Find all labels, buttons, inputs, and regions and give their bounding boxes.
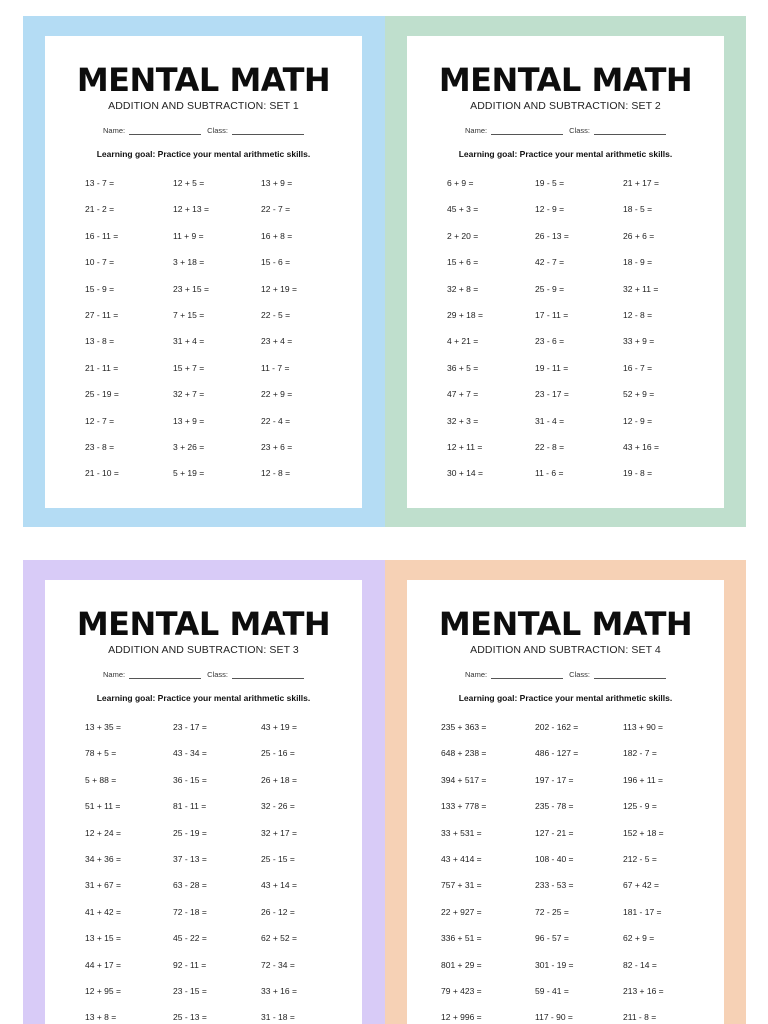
class-field[interactable] [594, 670, 666, 679]
math-problem: 22 - 5 = [261, 310, 291, 320]
math-problem: 15 + 6 = [447, 257, 479, 268]
math-problem: 108 - 40 = [535, 854, 574, 864]
math-problem: 18 - 5 = [623, 204, 653, 215]
math-problem: 15 + 7 = [173, 362, 205, 373]
math-problem: 23 - 17 = [535, 389, 569, 400]
math-problem: 235 + 363 = [441, 722, 487, 732]
math-problem: 233 - 53 = [535, 880, 574, 891]
math-problem: 23 + 15 = [173, 283, 209, 294]
class-label: Class: [207, 126, 229, 135]
math-problem: 23 - 6 = [535, 336, 565, 347]
math-problem: 10 - 7 = [85, 257, 115, 268]
worksheet-title: MENTAL MATH [438, 605, 693, 643]
math-problem: 11 - 7 = [261, 362, 290, 373]
math-problem: 45 + 3 = [447, 204, 479, 215]
math-problem: 32 + 17 = [261, 827, 297, 838]
math-problem: 12 - 9 = [535, 204, 565, 215]
math-problem: 25 - 9 = [535, 283, 565, 294]
math-problem: 26 + 6 = [623, 230, 655, 241]
math-problem: 23 + 6 = [261, 442, 293, 452]
math-problem: 26 + 18 = [261, 774, 297, 785]
math-problem: 197 - 17 = [535, 774, 574, 785]
math-problem: 25 - 16 = [261, 748, 295, 759]
math-problem: 127 - 21 = [535, 827, 574, 838]
math-problem: 37 - 13 = [173, 854, 207, 864]
worksheet-subtitle: ADDITION AND SUBTRACTION: SET 4 [470, 644, 661, 656]
math-problem: 31 + 4 = [173, 336, 205, 347]
math-problem: 22 - 4 = [261, 415, 291, 426]
math-problem: 32 - 26 = [261, 801, 295, 812]
math-problem: 7 + 15 = [173, 310, 205, 320]
math-problem: 12 - 9 = [623, 415, 653, 426]
math-problem: 51 + 11 = [85, 801, 121, 812]
math-problem: 152 + 18 = [623, 827, 664, 838]
math-problem: 29 + 18 = [447, 310, 483, 320]
name-field[interactable] [129, 126, 201, 135]
name-label: Name: [102, 126, 126, 135]
math-problem: 22 + 927 = [441, 906, 482, 917]
math-problem: 2 + 20 = [447, 230, 479, 241]
math-problem: 23 - 17 = [173, 722, 207, 732]
class-field[interactable] [594, 126, 666, 135]
set1-worksheet [45, 36, 362, 508]
math-problem: 133 + 778 = [441, 801, 487, 812]
set2-worksheet [407, 36, 724, 508]
math-problem: 67 + 42 = [623, 880, 659, 891]
worksheet-subtitle: ADDITION AND SUBTRACTION: SET 3 [108, 644, 299, 656]
worksheet-subtitle: ADDITION AND SUBTRACTION: SET 1 [108, 100, 299, 112]
math-problem: 801 + 29 = [441, 959, 482, 970]
set4-worksheet [407, 580, 724, 1024]
name-class-row [407, 670, 724, 679]
math-problem: 113 + 90 = [623, 722, 664, 732]
class-field[interactable] [232, 126, 304, 135]
math-problem: 25 - 13 = [173, 1012, 207, 1023]
math-problem: 23 - 8 = [85, 442, 115, 452]
math-problem: 12 - 8 = [261, 468, 291, 479]
math-problem: 25 - 19 = [85, 389, 119, 400]
math-problem: 13 + 9 = [261, 178, 293, 188]
math-problem: 16 - 7 = [623, 362, 653, 373]
math-problem: 211 - 8 = [623, 1012, 657, 1023]
math-problem: 18 - 9 = [623, 257, 653, 268]
math-problem: 6 + 9 = [447, 178, 474, 188]
math-problem: 16 + 8 = [261, 230, 293, 241]
math-problem: 19 - 8 = [623, 468, 653, 479]
math-problem: 5 + 88 = [85, 774, 117, 785]
math-problem: 19 - 11 = [535, 362, 569, 373]
math-problem: 12 + 996 = [441, 1012, 482, 1023]
math-problem: 12 + 5 = [173, 178, 205, 188]
math-problem: 92 - 11 = [173, 959, 207, 970]
class-label: Class: [569, 670, 591, 679]
math-problem: 19 - 5 = [535, 178, 565, 188]
math-problem: 41 + 42 = [85, 906, 121, 917]
math-problem: 11 + 9 = [173, 230, 204, 241]
math-problem: 125 - 9 = [623, 801, 657, 812]
math-problem: 63 - 28 = [173, 880, 207, 891]
math-problem: 301 - 19 = [535, 959, 574, 970]
math-problem: 486 - 127 = [535, 748, 579, 759]
math-problem: 32 + 7 = [173, 389, 205, 400]
math-problem: 31 - 18 = [261, 1012, 295, 1023]
math-problem: 36 - 15 = [173, 774, 207, 785]
math-problem: 202 - 162 = [535, 722, 579, 732]
math-problem: 82 - 14 = [623, 959, 657, 970]
name-field[interactable] [129, 670, 201, 679]
math-problem: 13 + 35 = [85, 722, 121, 732]
name-class-row [407, 126, 724, 135]
math-problem: 4 + 21 = [447, 336, 479, 347]
math-problem: 43 + 414 = [441, 854, 482, 864]
math-problem: 12 + 24 = [85, 827, 121, 838]
math-problem: 43 + 14 = [261, 880, 297, 891]
learning-goal: Learning goal: Practice your mental arithmetic skills. [458, 693, 673, 703]
worksheet-title: MENTAL MATH [76, 61, 331, 99]
math-problem: 72 - 18 = [173, 906, 207, 917]
math-problem: 13 + 9 = [173, 415, 205, 426]
math-problem: 33 + 16 = [261, 986, 297, 996]
math-problem: 62 + 9 = [623, 933, 655, 944]
math-problem: 23 - 15 = [173, 986, 207, 996]
name-label: Name: [464, 126, 488, 135]
math-problem: 21 + 17 = [623, 178, 659, 188]
math-problem: 26 - 13 = [535, 230, 569, 241]
name-label: Name: [102, 670, 126, 679]
math-problem: 394 + 517 = [441, 774, 487, 785]
math-problem: 12 - 7 = [85, 415, 115, 426]
name-class-row [45, 126, 362, 135]
name-field[interactable] [491, 670, 563, 679]
learning-goal: Learning goal: Practice your mental arithmetic skills. [96, 693, 311, 703]
math-problem: 96 - 57 = [535, 933, 569, 944]
math-problem: 22 + 9 = [261, 389, 293, 400]
math-problem: 52 + 9 = [623, 389, 655, 400]
math-problem: 196 + 11 = [623, 774, 664, 785]
learning-goal: Learning goal: Practice your mental arithmetic skills. [96, 149, 311, 159]
worksheet-title: MENTAL MATH [438, 61, 693, 99]
math-problem: 17 - 11 = [535, 310, 569, 320]
math-problem: 25 - 19 = [173, 827, 207, 838]
math-problem: 62 + 52 = [261, 933, 297, 944]
math-problem: 13 + 15 = [85, 933, 121, 944]
math-problem: 3 + 18 = [173, 257, 205, 268]
math-problem: 33 + 531 = [441, 827, 482, 838]
math-problem: 15 - 9 = [85, 283, 115, 294]
math-problem: 213 + 16 = [623, 986, 664, 996]
math-problem: 43 + 19 = [261, 722, 297, 732]
math-problem: 21 - 10 = [85, 468, 119, 479]
math-problem: 21 - 2 = [85, 204, 115, 215]
math-problem: 212 - 5 = [623, 854, 657, 864]
math-problem: 23 + 4 = [261, 336, 293, 347]
learning-goal: Learning goal: Practice your mental arithmetic skills. [458, 149, 673, 159]
math-problem: 13 - 7 = [85, 178, 115, 188]
math-problem: 11 - 6 = [535, 468, 564, 479]
math-problem: 32 + 8 = [447, 283, 479, 294]
math-problem: 44 + 17 = [85, 959, 121, 970]
math-problem: 30 + 14 = [447, 468, 483, 479]
math-problem: 117 - 90 = [535, 1012, 573, 1023]
math-problem: 12 + 95 = [85, 986, 121, 996]
math-problem: 81 - 11 = [173, 801, 207, 812]
class-label: Class: [569, 126, 591, 135]
math-problem: 181 - 17 = [623, 906, 662, 917]
set4-panel [385, 560, 746, 1024]
math-problem: 15 - 6 = [261, 257, 291, 268]
class-label: Class: [207, 670, 229, 679]
math-problem: 235 - 78 = [535, 801, 574, 812]
math-problem: 12 + 19 = [261, 283, 297, 294]
math-problem: 42 - 7 = [535, 257, 565, 268]
math-problem: 12 - 8 = [623, 310, 653, 320]
set2-panel [385, 16, 746, 527]
math-problem: 34 + 36 = [85, 854, 121, 864]
math-problem: 336 + 51 = [441, 933, 482, 944]
math-problem: 47 + 7 = [447, 389, 479, 400]
name-label: Name: [464, 670, 488, 679]
math-problem: 27 - 11 = [85, 310, 119, 320]
math-problem: 31 + 67 = [85, 880, 121, 891]
math-problem: 22 - 8 = [535, 442, 565, 452]
name-field[interactable] [491, 126, 563, 135]
math-problem: 36 + 5 = [447, 362, 479, 373]
math-problem: 13 + 8 = [85, 1012, 117, 1023]
math-problem: 12 + 11 = [447, 442, 483, 452]
math-problem: 43 - 34 = [173, 748, 207, 759]
math-problem: 3 + 26 = [173, 442, 205, 452]
math-problem: 32 + 3 = [447, 415, 479, 426]
name-class-row [45, 670, 362, 679]
math-problem: 33 + 9 = [623, 336, 655, 347]
math-problem: 43 + 16 = [623, 442, 659, 452]
math-problem: 5 + 19 = [173, 468, 205, 479]
math-problem: 32 + 11 = [623, 283, 659, 294]
math-problem: 648 + 238 = [441, 748, 487, 759]
worksheet-title: MENTAL MATH [76, 605, 331, 643]
math-problem: 26 - 12 = [261, 906, 295, 917]
math-problem: 12 + 13 = [173, 204, 209, 215]
math-problem: 21 - 11 = [85, 362, 119, 373]
set3-worksheet [45, 580, 362, 1024]
math-problem: 79 + 423 = [441, 986, 482, 996]
math-problem: 59 - 41 = [535, 986, 569, 996]
math-problem: 72 - 25 = [535, 906, 569, 917]
set1-panel [23, 16, 385, 527]
math-problem: 25 - 15 = [261, 854, 295, 864]
math-problem: 45 - 22 = [173, 933, 207, 944]
math-problem: 31 - 4 = [535, 415, 565, 426]
math-problem: 16 - 11 = [85, 230, 119, 241]
math-problem: 78 + 5 = [85, 748, 117, 759]
math-problem: 72 - 34 = [261, 959, 295, 970]
worksheet-subtitle: ADDITION AND SUBTRACTION: SET 2 [470, 100, 661, 112]
math-problem: 22 - 7 = [261, 204, 291, 215]
class-field[interactable] [232, 670, 304, 679]
set3-panel [23, 560, 385, 1024]
math-problem: 757 + 31 = [441, 880, 482, 891]
math-problem: 182 - 7 = [623, 748, 657, 759]
math-problem: 13 - 8 = [85, 336, 115, 347]
